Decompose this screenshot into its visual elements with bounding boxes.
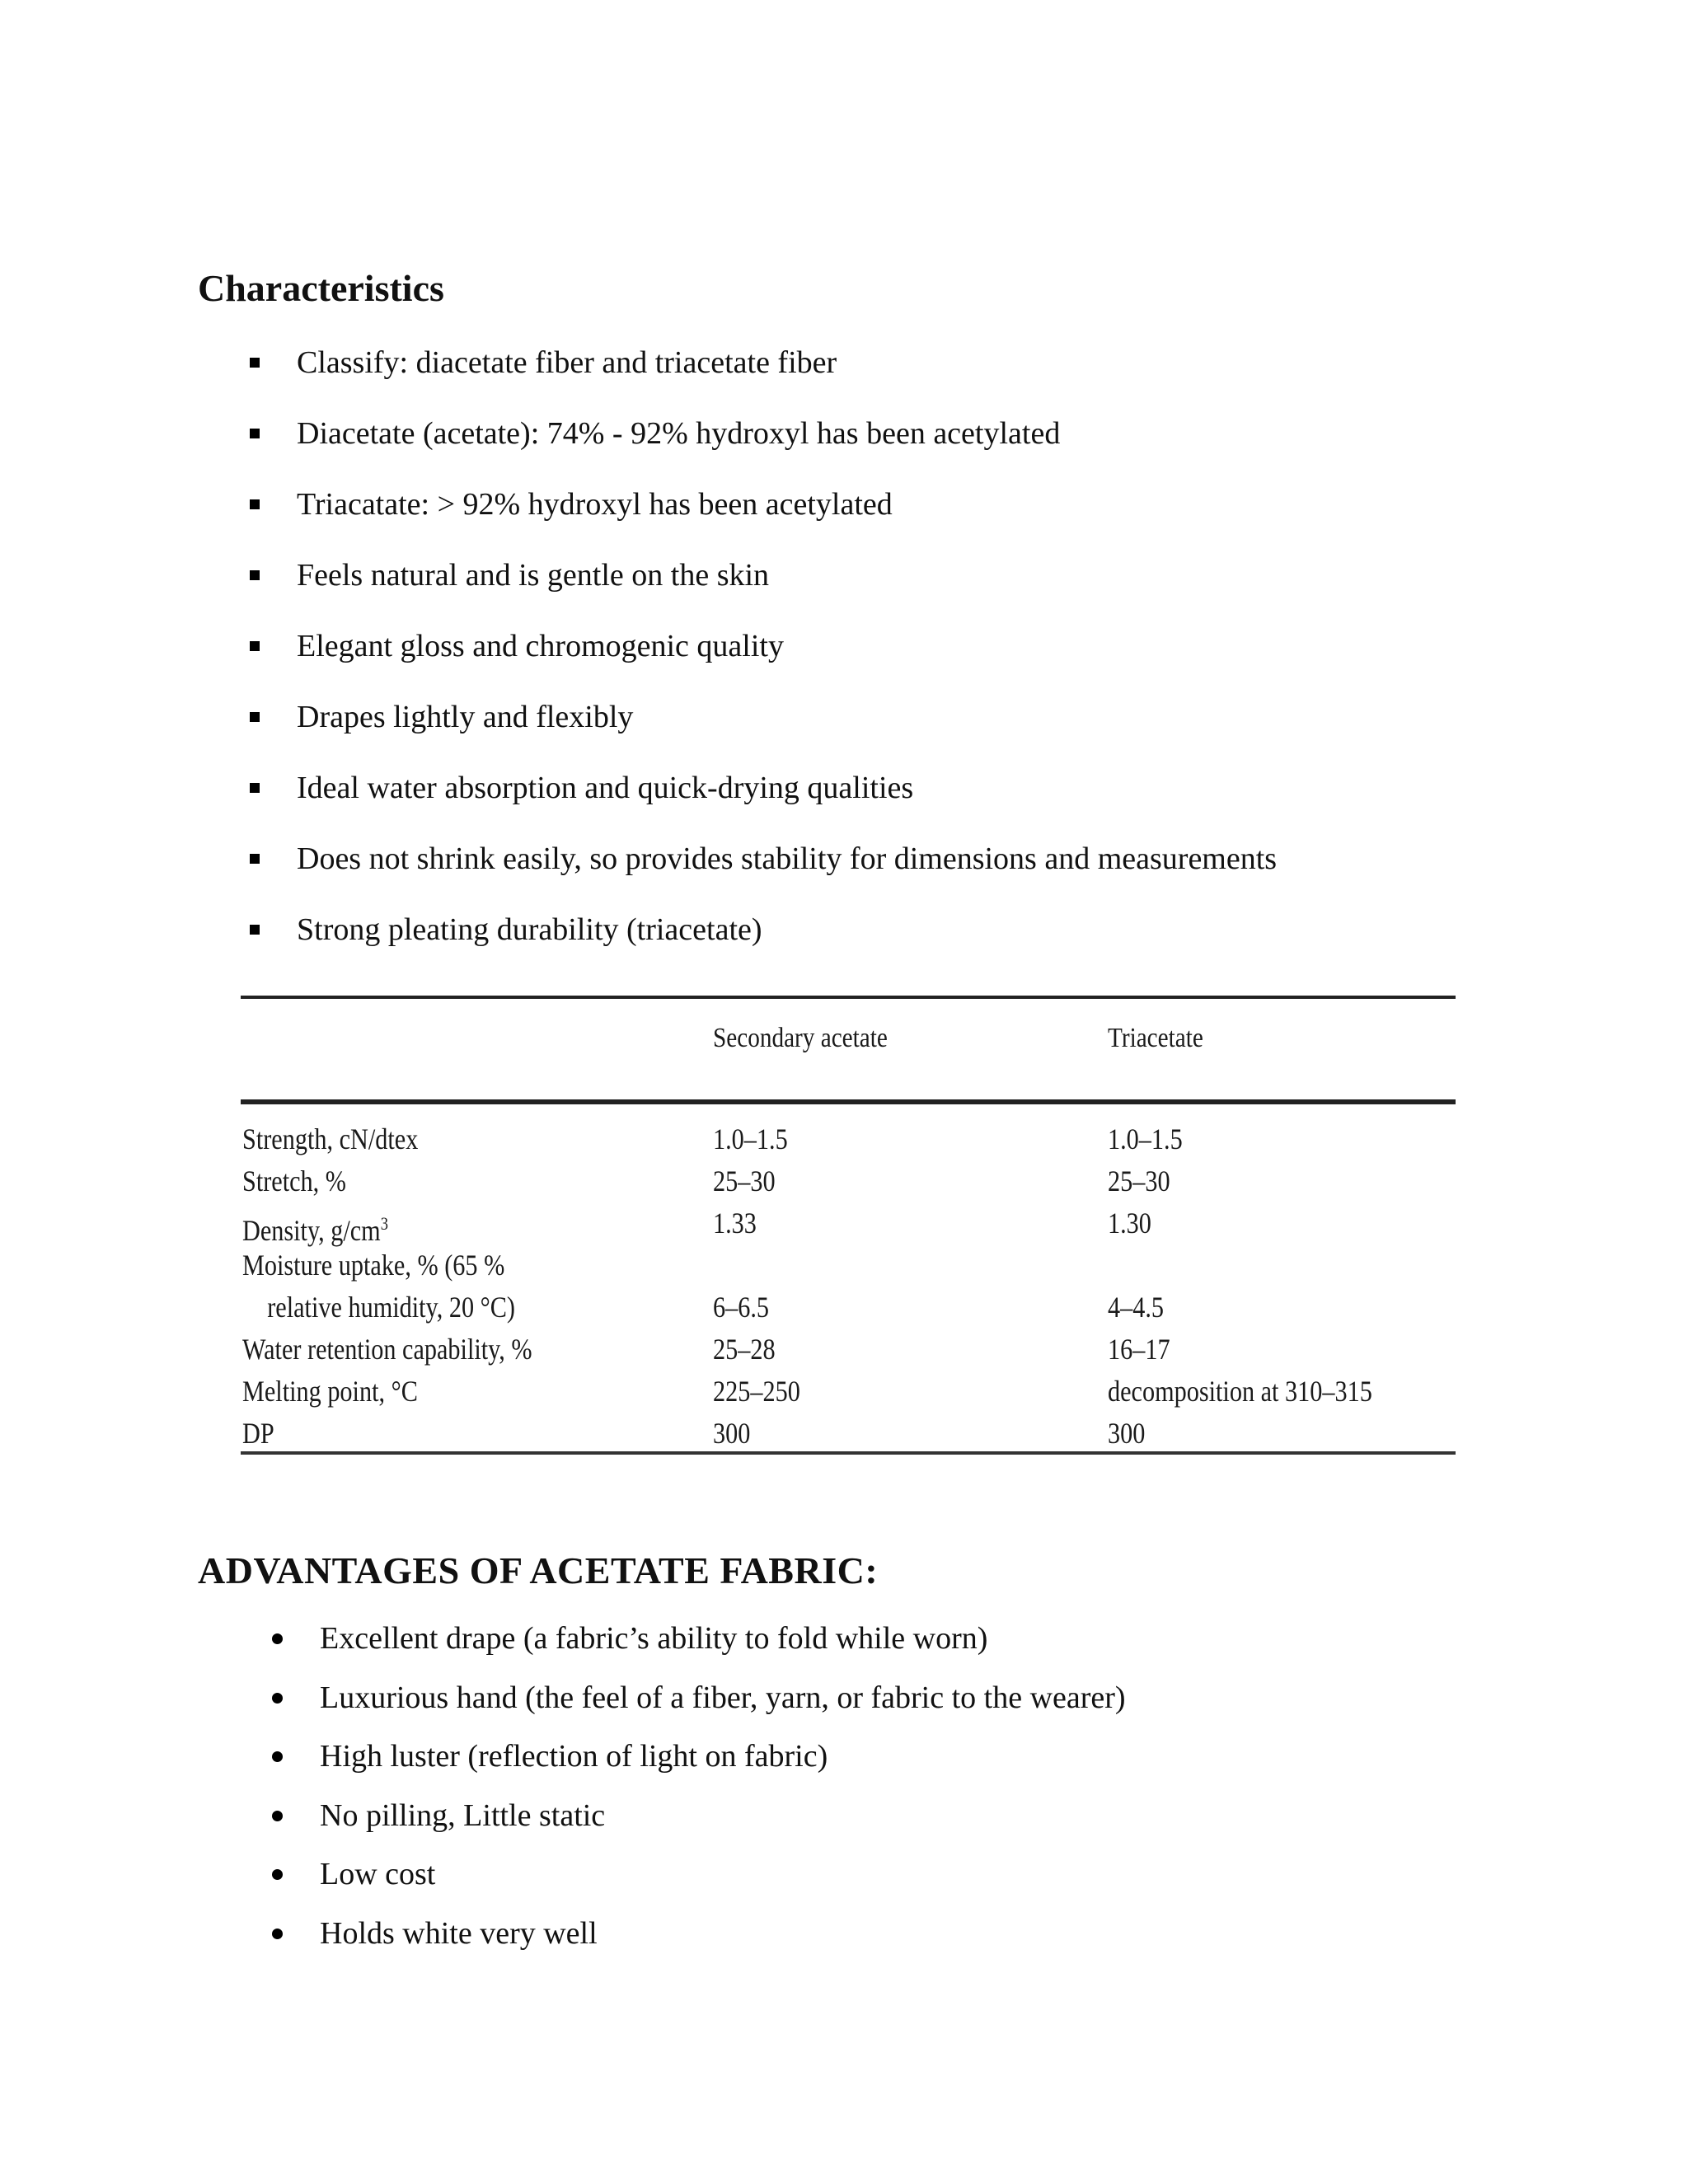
table-top-rule [241,996,1456,999]
secondary-acetate-value: 225–250 [713,1375,800,1408]
row-label-text: Density, g/cm [242,1214,381,1247]
list-item-text: Drapes lightly and flexibly [297,700,634,734]
column-header-triacetate: Triacetate [1108,1023,1203,1053]
square-bullet-icon [250,499,260,509]
round-bullet-icon [272,1811,283,1821]
secondary-acetate-value: 25–30 [713,1165,776,1197]
table-row [241,1371,1456,1413]
square-bullet-icon [250,429,260,438]
list-item [247,907,1277,977]
list-item-text: Feels natural and is gentle on the skin [297,558,770,593]
square-bullet-icon [250,783,260,793]
row-label: DP [242,1417,274,1450]
superscript: 3 [380,1213,388,1234]
row-label [242,1203,388,1251]
list-item [247,694,1277,765]
table-row [241,1245,1456,1287]
characteristics-heading: Characteristics [198,267,444,309]
triacetate-value: 16–17 [1108,1333,1170,1366]
table-row [241,1287,1456,1329]
list-item-text: Diacetate (acetate): 74% - 92% hydroxyl has been acetylated [297,416,1061,451]
list-item-text: Strong pleating durability (triacetate) [297,912,762,947]
table-row [241,1203,1456,1245]
list-item [272,1910,1126,1970]
list-item [272,1793,1126,1852]
secondary-acetate-value: 1.0–1.5 [713,1122,788,1155]
characteristics-list [247,340,1277,977]
list-item [272,1615,1126,1675]
column-header-secondary-acetate: Secondary acetate [713,1023,888,1053]
square-bullet-icon [250,570,260,580]
table-body [241,1119,1456,1455]
row-label: Moisture uptake, % (65 % [242,1249,505,1282]
table-bottom-rule [241,1451,1456,1455]
list-item [272,1851,1126,1910]
list-item [247,623,1277,694]
table-row [241,1119,1456,1161]
round-bullet-icon [272,1751,283,1762]
square-bullet-icon [250,358,260,368]
table-header-rule [241,1099,1456,1104]
square-bullet-icon [250,854,260,864]
triacetate-value: 1.30 [1108,1207,1151,1240]
list-item [247,765,1277,836]
list-item [272,1733,1126,1793]
round-bullet-icon [272,1869,283,1880]
round-bullet-icon [272,1929,283,1939]
square-bullet-icon [250,925,260,935]
triacetate-value: 1.0–1.5 [1108,1122,1183,1155]
list-item [247,836,1277,907]
list-item-text: High luster (reflection of light on fabric) [320,1739,828,1774]
row-label: Strength, cN/dtex [242,1122,419,1155]
row-label: relative humidity, 20 °C) [267,1291,515,1324]
list-item [247,410,1277,481]
triacetate-value: decomposition at 310–315 [1108,1375,1372,1408]
secondary-acetate-value: 25–28 [713,1333,776,1366]
secondary-acetate-value: 1.33 [713,1207,757,1240]
secondary-acetate-value: 300 [713,1417,751,1450]
list-item-text: Low cost [320,1857,436,1891]
list-item-text: Ideal water absorption and quick-drying qualities [297,771,914,805]
list-item-text: Elegant gloss and chromogenic quality [297,629,784,663]
list-item-text: Excellent drape (a fabric’s ability to fold while worn) [320,1621,988,1656]
advantages-list [272,1615,1126,1969]
table-row [241,1161,1456,1203]
list-item [247,552,1277,623]
list-item-text: Does not shrink easily, so provides stability for dimensions and measurements [297,841,1278,876]
triacetate-value: 4–4.5 [1108,1291,1165,1324]
triacetate-value: 25–30 [1108,1165,1170,1197]
properties-table [241,996,1456,1469]
list-item-text: Luxurious hand (the feel of a fiber, yarn, or fabric to the wearer) [320,1680,1126,1715]
row-label: Melting point, °C [242,1375,418,1408]
list-item-text: No pilling, Little static [320,1797,606,1833]
secondary-acetate-value: 6–6.5 [713,1291,770,1324]
triacetate-value: 300 [1108,1417,1146,1450]
list-item-text: Classify: diacetate fiber and triacetate fiber [297,345,837,380]
row-label: Water retention capability, % [242,1333,532,1366]
list-item-text: Triacatate: > 92% hydroxyl has been acetylated [297,487,893,522]
square-bullet-icon [250,712,260,722]
round-bullet-icon [272,1693,283,1704]
list-item [247,481,1277,552]
square-bullet-icon [250,641,260,651]
round-bullet-icon [272,1633,283,1644]
list-item-text: Holds white very well [320,1915,598,1951]
table-row [241,1329,1456,1371]
table-row [241,1413,1456,1455]
list-item [247,340,1277,410]
row-label: Stretch, % [242,1165,346,1197]
advantages-heading: ADVANTAGES OF ACETATE FABRIC: [198,1549,879,1591]
list-item [272,1675,1126,1734]
